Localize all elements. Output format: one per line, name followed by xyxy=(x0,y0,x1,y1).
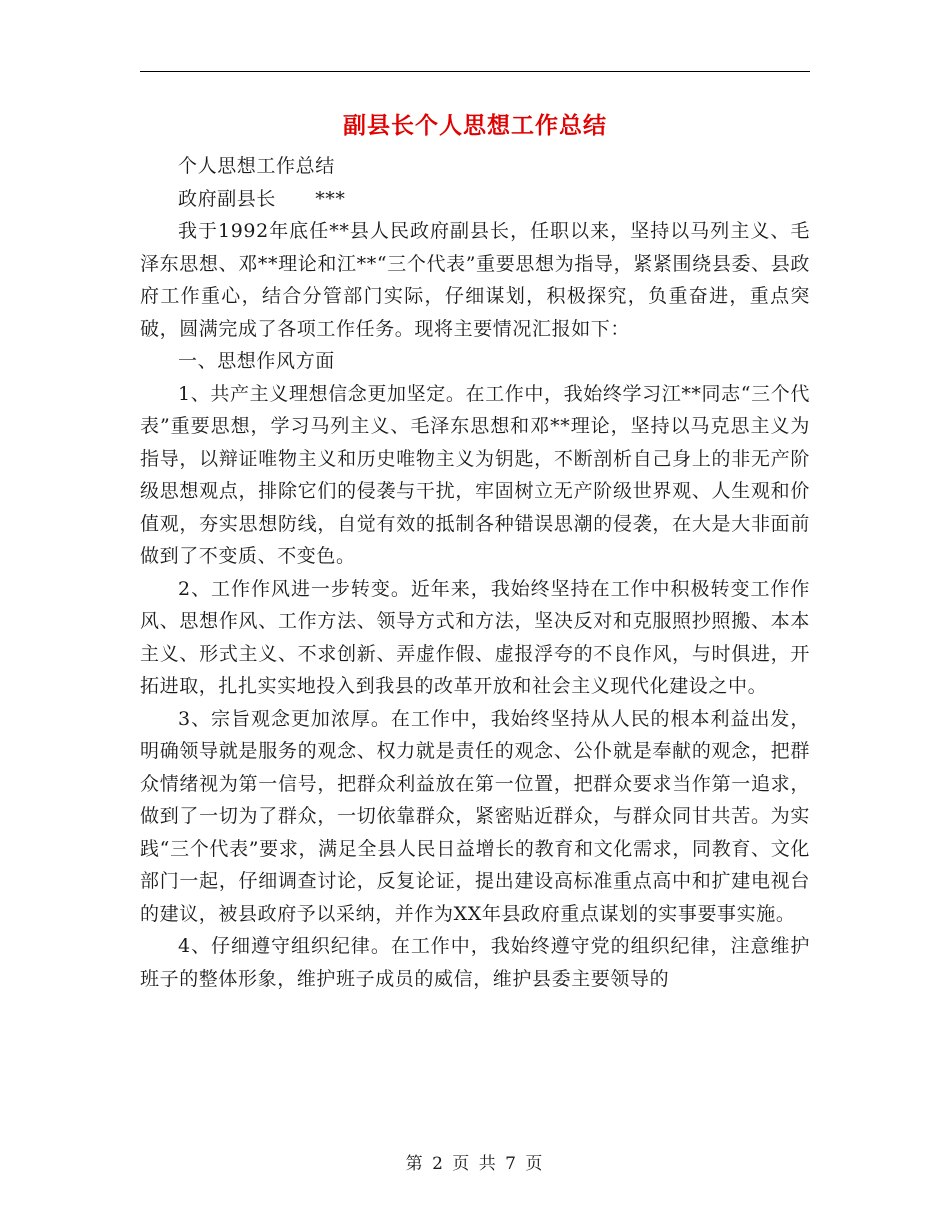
paragraph-item-2: 2、工作作风进一步转变。近年来，我始终坚持在工作中积极转变工作作风、思想作风、工作方法、领导方式和方法，坚决反对和克服照抄照搬、本本主义、形式主义、不求创新、弄虚作假、虚报浮夸的不良作风，与时俱进，开拓进取，扎扎实实地投入到我县的改革开放和社会主义现代化建设之中。 xyxy=(140,577,810,697)
paragraph-item-3: 3、宗旨观念更加浓厚。在工作中，我始终坚持从人民的根本利益出发，明确领导就是服务的观念、权力就是责任的观念、公仆就是奉献的观念，把群众情绪视为第一信号，把群众利益放在第一位置，把群众要求当作第一追求，做到了一切为了群众，一切依靠群众，紧密贴近群众，与群众同甘共苦。为实践“三个代表”要求，满足全县人民日益增长的教育和文化需求，同教育、文化部门一起，仔细调查讨论，反复论证，提出建设高标准重点高中和扩建电视台的建议，被县政府予以采纳，并作为XX年县政府重点谋划的实事要事实施。 xyxy=(140,707,810,925)
section-heading: 一、思想作风方面 xyxy=(178,350,335,372)
paragraph-subtitle: 个人思想工作总结 xyxy=(178,155,335,177)
page-number: 第 2 页 共 7 页 xyxy=(405,1154,545,1174)
document-title: 副县长个人思想工作总结 xyxy=(343,112,607,139)
paragraph-item-4: 4、仔细遵守组织纪律。在工作中，我始终遵守党的组织纪律，注意维护班子的整体形象，维护班子成员的威信，维护县委主要领导的 xyxy=(140,935,810,990)
header-rule xyxy=(140,71,810,72)
paragraph-item-1: 1、共产主义理想信念更加坚定。在工作中，我始终学习江**同志“三个代表”重要思想，学习马列主义、毛泽东思想和邓**理论，坚持以马克思主义为指导，以辩证唯物主义和历史唯物主义为钥匙，不断剖析自己身上的非无产阶级思想观点，排除它们的侵袭与干扰，牢固树立无产阶级世界观、人生观和价值观，夯实思想防线，自觉有效的抵制各种错误思潮的侵袭，在大是大非面前做到了不变质、不变色。 xyxy=(140,382,810,567)
document-body xyxy=(140,150,810,995)
paragraph-intro: 我于1992年底任**县人民政府副县长，任职以来，坚持以马列主义、毛泽东思想、邓**理论和江**“三个代表”重要思想为指导，紧紧围绕县委、县政府工作重心，结合分管部门实际，仔细谋划，积极探究，负重奋进，重点突破，圆满完成了各项工作任务。现将主要情况汇报如下： xyxy=(140,220,810,340)
paragraph-author: 政府副县长 *** xyxy=(178,187,346,210)
